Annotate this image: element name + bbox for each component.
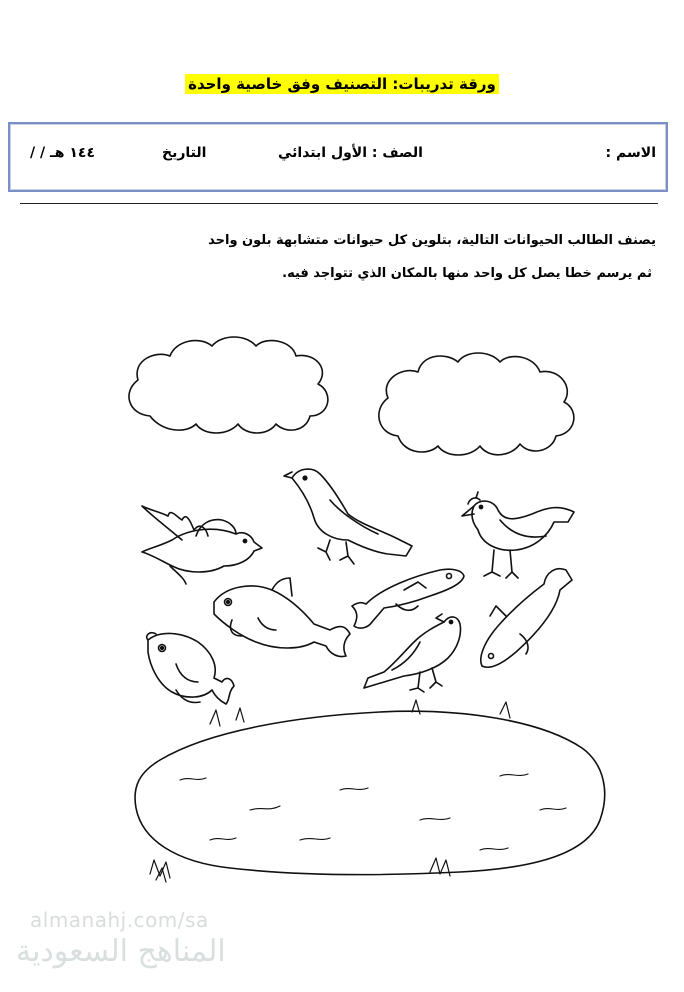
cloud-left-icon	[129, 337, 328, 433]
grade-label: الصف : الأول ابتدائي	[278, 145, 423, 161]
date-value: / / ١٤٤ هـ	[30, 145, 95, 161]
cloud-right-icon	[379, 353, 574, 455]
fish-upper-left-icon	[214, 578, 350, 657]
pond-icon	[135, 700, 605, 882]
watermark-url: almanahj.com/sa	[30, 908, 209, 932]
instruction-line-1: يصنف الطالب الحيوانات التالية، بتلوين كل حيوانات متشابهة بلون واحد	[208, 233, 656, 248]
bird-pigeon-icon	[462, 492, 574, 578]
name-label: الاسم :	[605, 145, 656, 161]
date-label: التاريخ	[162, 145, 207, 161]
fish-right-icon	[481, 569, 572, 667]
bird-perched-center-icon	[284, 469, 412, 564]
instruction-line-2: ثم يرسم خطا يصل كل واحد منها بالمكان الذي تتواجد فيه.	[282, 266, 652, 281]
watermark-logo: المناهج السعودية	[16, 934, 226, 969]
worksheet-title-text: ورقة تدريبات: التصنيف وفق خاصية واحدة	[185, 74, 499, 94]
bird-flying-icon	[142, 506, 262, 584]
fish-round-icon	[147, 633, 234, 704]
bird-small-icon	[364, 614, 461, 692]
